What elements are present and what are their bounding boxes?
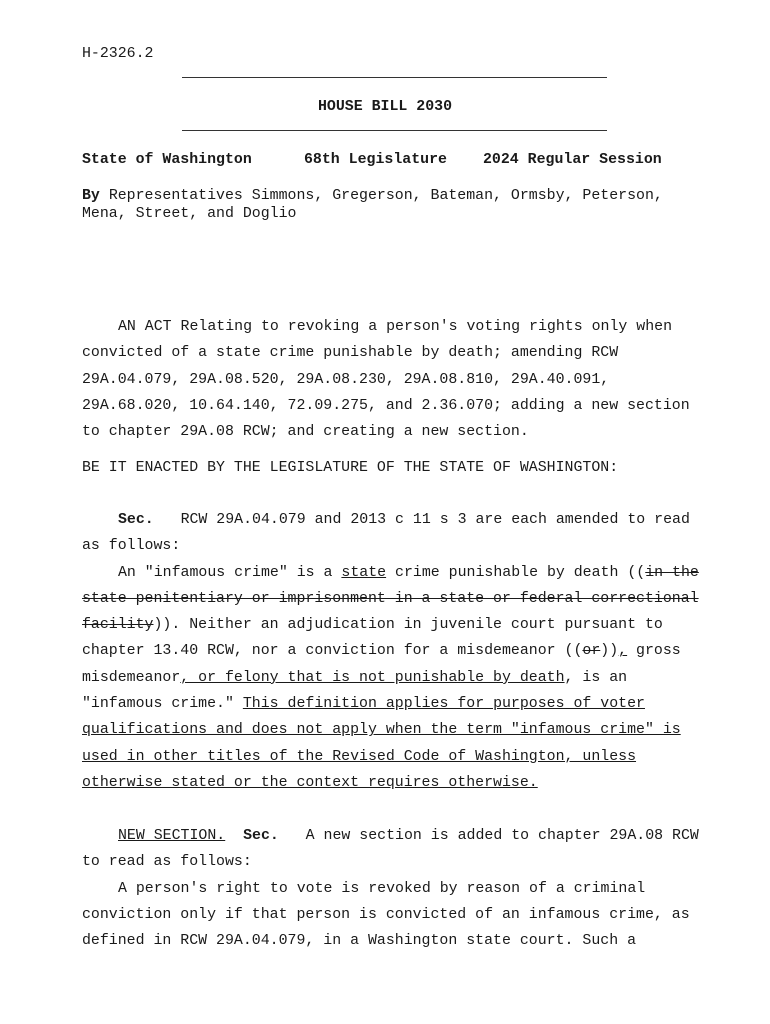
inserted-text: used in other titles of the Revised Code of Washington, unless: [82, 748, 637, 765]
act-line: convicted of a state crime punishable by death; amending RCW: [82, 345, 619, 362]
sec1-intro-cont: as follows:: [82, 538, 181, 555]
bill-title: HOUSE BILL 2030: [317, 99, 453, 115]
sec2-label: Sec.: [243, 828, 279, 844]
sponsors-names-1: Representatives Simmons, Gregerson, Bateman, Ormsby, Peterson,: [108, 188, 663, 204]
sec1-intro: RCW 29A.04.079 and 2013 c 11 s 3 are each amended to read: [180, 512, 690, 528]
sec1-text: "infamous crime.": [82, 696, 243, 713]
act-title: [82, 314, 722, 445]
inserted-text: state: [341, 564, 387, 581]
sec2-line: defined in RCW 29A.04.079, in a Washington state court. Such a: [82, 933, 637, 950]
title-rule-bottom: [182, 130, 607, 131]
sec1-text: )): [600, 643, 619, 660]
document-id: H-2326.2: [82, 46, 154, 62]
act-line: 29A.68.020, 10.64.140, 72.09.275, and 2.36.070; adding a new section: [82, 397, 690, 414]
sec1-text: gross: [627, 643, 681, 660]
act-line: to chapter 29A.08 RCW; and creating a new section.: [82, 424, 529, 441]
header-legislature: 68th Legislature: [304, 152, 447, 168]
inserted-text: This definition applies for purposes of voter: [242, 696, 645, 713]
sec2-line: A person's right to vote is revoked by reason of a criminal: [118, 880, 646, 897]
sec2-intro: A new section is added to chapter 29A.08 RCW: [305, 828, 699, 844]
enacting-clause: BE IT ENACTED BY THE LEGISLATURE OF THE STATE OF WASHINGTON:: [82, 460, 619, 476]
deleted-text: or: [582, 643, 601, 660]
sec1-text: misdemeanor: [82, 669, 181, 686]
inserted-text: ,: [618, 643, 628, 660]
deleted-text: facility: [82, 617, 154, 634]
sec1-text: crime punishable by death ((: [386, 564, 646, 581]
new-section-label: NEW SECTION.: [118, 828, 226, 844]
sponsors-by-label: By: [82, 188, 100, 204]
inserted-text: otherwise stated or the context requires otherwise.: [82, 774, 538, 791]
deleted-text: state penitentiary or imprisonment in a state or federal correctional: [82, 590, 699, 607]
sec2-intro-cont: to read as follows:: [82, 854, 252, 871]
sec2-line: conviction only if that person is convicted of an infamous crime, as: [82, 906, 690, 923]
inserted-text: qualifications and does not apply when the term "infamous crime" is: [82, 722, 681, 739]
sponsors-line-1: [82, 188, 663, 204]
sec1-text: , is an: [564, 669, 628, 686]
sec1-text: An "infamous crime" is a: [118, 564, 342, 581]
title-rule-top: [182, 77, 607, 78]
sec1-text: )). Neither an adjudication in juvenile court pursuant to: [153, 617, 663, 634]
header-state: State of Washington: [82, 152, 252, 168]
inserted-text: , or felony that is not punishable by death: [180, 669, 565, 686]
act-line: AN ACT Relating to revoking a person's voting rights only when: [118, 319, 673, 335]
deleted-text: in the: [645, 564, 699, 581]
header-session: 2024 Regular Session: [483, 152, 662, 168]
sec1-text: chapter 13.40 RCW, nor a conviction for a misdemeanor ((: [82, 643, 583, 660]
section-1: [82, 507, 722, 796]
section-2: [82, 823, 722, 954]
sponsors-line-2: Mena, Street, and Doglio: [82, 206, 297, 222]
sec1-label: Sec.: [118, 512, 154, 528]
act-line: 29A.04.079, 29A.08.520, 29A.08.230, 29A.08.810, 29A.40.091,: [82, 371, 610, 388]
